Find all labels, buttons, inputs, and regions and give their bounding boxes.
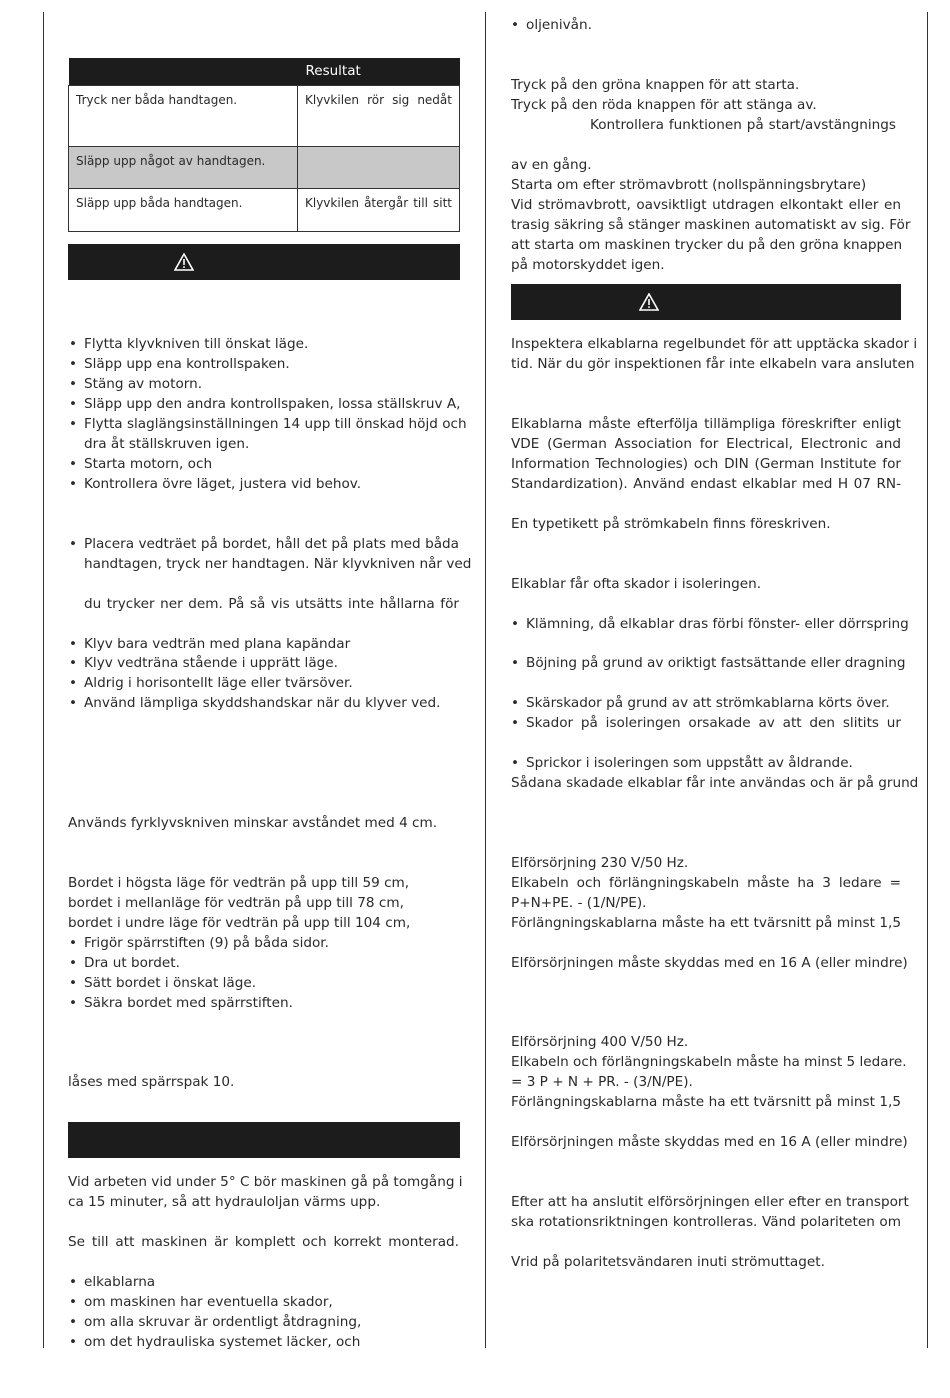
paragraph-line: VDE (German Association for Electrical, Electronic and	[511, 436, 901, 452]
table-cell-result: Klyvkilen återgår till sitt	[298, 188, 460, 231]
paragraph-line: att starta om maskinen trycker du på den gröna knappen	[511, 237, 903, 253]
paragraph-line: Tryck på den röda knappen för att stänga av.	[511, 97, 817, 113]
paragraph-line: Elförsörjningen måste skyddas med en 16 A (eller mindre)	[511, 955, 908, 971]
list-item-continuation: dra åt ställskruven igen.	[84, 436, 250, 452]
paragraph-line: tid. När du gör inspektionen får inte elkabeln vara ansluten	[511, 356, 915, 372]
paragraph-line: Vid arbeten vid under 5° C bör maskinen gå på tomgång i	[68, 1174, 463, 1190]
table-cell-action: Släpp upp båda handtagen.	[69, 188, 298, 231]
paragraph-line: Efter att ha anslutit elförsörjningen eller efter en transport	[511, 1194, 909, 1210]
paragraph-line: Förlängningskablarna måste ha ett tvärsnitt på minst 1,5	[511, 915, 901, 931]
paragraph-line: Vid strömavbrott, oavsiktligt utdragen elkontakt eller en	[511, 197, 901, 213]
paragraph-line: Används fyrklyvskniven minskar avståndet med 4 cm.	[68, 815, 438, 831]
paragraph-line: låses med spärrspak 10.	[68, 1074, 235, 1090]
paragraph-line: bordet i mellanläge för vedträn på upp till 78 cm,	[68, 895, 404, 911]
list-item: • Sprickor i isoleringen som uppstått av åldrande.	[526, 753, 853, 773]
list-item: • om maskinen har eventuella skador,	[84, 1292, 333, 1312]
paragraph-line: Se till att maskinen är komplett och korrekt monterad.	[68, 1234, 459, 1250]
paragraph-line: ca 15 minuter, så att hydrauloljan värms upp.	[68, 1194, 381, 1210]
paragraph-line: En typetikett på strömkabeln finns föreskriven.	[511, 516, 831, 532]
paragraph-line: Starta om efter strömavbrott (nollspänningsbrytare)	[511, 177, 867, 193]
list-item: • Använd lämpliga skyddshandskar när du klyver ved.	[84, 693, 440, 713]
paragraph-line: Placera vedträet på bordet, håll det på plats med båda	[84, 536, 459, 552]
paragraph-line: Standardization). Använd endast elkablar med H 07 RN-	[511, 476, 901, 492]
paragraph-line: Vrid på polaritetsvändaren inuti strömuttaget.	[511, 1254, 825, 1270]
list-item: Skador på isoleringen orsakade av att den slitits ur	[526, 715, 901, 731]
list-item: Flytta slaglängsinställningen 14 upp till önskad höjd och	[84, 416, 467, 432]
paragraph-line: Elkabeln och förlängningskabeln måste ha minst 5 ledare.	[511, 1054, 907, 1070]
list-item: • Kontrollera övre läget, justera vid behov.	[84, 474, 361, 494]
paragraph-line: Information Technologies) och DIN (German Institute for	[511, 456, 901, 472]
list-item: • Aldrig i horisontellt läge eller tvärsöver.	[84, 673, 353, 693]
list-item: • Klyv bara vedträn med plana kapändar	[84, 634, 350, 654]
paragraph-line: Bordet i högsta läge för vedträn på upp till 59 cm,	[68, 875, 410, 891]
warning-heading-bar	[511, 284, 901, 320]
paragraph-line: bordet i undre läge för vedträn på upp till 104 cm,	[68, 915, 411, 931]
list-item: • Frigör spärrstiften (9) på båda sidor.	[84, 933, 329, 953]
table-cell-action: Tryck ner båda handtagen.	[69, 85, 298, 146]
paragraph-line: P+N+PE. - (1/N/PE).	[511, 895, 647, 911]
table-cell-action: Släpp upp något av handtagen.	[69, 146, 298, 188]
list-item: • Stäng av motorn.	[84, 374, 202, 394]
paragraph-line: Förlängningskablarna måste ha ett tvärsnitt på minst 1,5	[511, 1094, 901, 1110]
list-item: • Släpp upp ena kontrollspaken.	[84, 354, 290, 374]
paragraph-line: Elkablarna måste efterfölja tillämpliga föreskrifter enligt	[511, 416, 901, 432]
table-cell-result: Klyvkilen rör sig nedåt	[298, 85, 460, 146]
list-item: • Böjning på grund av oriktigt fastsättande eller dragning	[526, 653, 906, 673]
paragraph-line: trasig säkring så stänger maskinen automatiskt av sig. För	[511, 217, 911, 233]
list-item: • om det hydrauliska systemet läcker, och	[84, 1332, 360, 1352]
paragraph-line: Inspektera elkablarna regelbundet för att upptäcka skador i	[511, 336, 918, 352]
paragraph-line: Elförsörjning 400 V/50 Hz.	[511, 1034, 689, 1050]
paragraph-line: Elkablar får ofta skador i isoleringen.	[511, 576, 762, 592]
paragraph-line: av en gång.	[511, 157, 592, 173]
paragraph-line: Sådana skadade elkablar får inte användas och är på grund	[511, 775, 919, 791]
list-item: • Säkra bordet med spärrstiften.	[84, 993, 293, 1013]
list-item: • elkablarna	[84, 1272, 155, 1292]
paragraph-line: = 3 P + N + PR. - (3/N/PE).	[511, 1074, 693, 1090]
warning-triangle-icon	[639, 293, 659, 311]
paragraph-line: ska rotationsriktningen kontrolleras. Vänd polariteten om	[511, 1214, 901, 1230]
paragraph-line: Kontrollera funktionen på start/avstängnings	[590, 117, 896, 133]
list-item: • oljenivån.	[526, 15, 592, 35]
list-item: • Starta motorn, och	[84, 454, 212, 474]
paragraph-line: Elförsörjningen måste skyddas med en 16 A (eller mindre)	[511, 1134, 908, 1150]
paragraph-line: Elförsörjning 230 V/50 Hz.	[511, 855, 689, 871]
paragraph-line: på motorskyddet igen.	[511, 257, 665, 273]
paragraph-line: handtagen, tryck ner handtagen. När klyvkniven når ved	[84, 556, 472, 572]
list-item: • Skärskador på grund av att strömkablarna körts över.	[526, 693, 890, 713]
list-item: • Flytta klyvkniven till önskat läge.	[84, 334, 308, 354]
list-item: • om alla skruvar är ordentligt åtdragning,	[84, 1312, 361, 1332]
list-item: • Klyv vedträna stående i upprätt läge.	[84, 653, 338, 673]
table-header-result: Resultat	[298, 58, 460, 85]
list-item: • Klämning, då elkablar dras förbi fönster- eller dörrspring	[526, 614, 909, 634]
paragraph-line: Tryck på den gröna knappen för att starta.	[511, 77, 800, 93]
list-item: • Dra ut bordet.	[84, 953, 180, 973]
paragraph-line: Elkabeln och förlängningskabeln måste ha 3 ledare =	[511, 875, 901, 891]
list-item: • Släpp upp den andra kontrollspaken, lossa ställskruv A,	[84, 394, 460, 414]
list-item: • Sätt bordet i önskat läge.	[84, 973, 256, 993]
paragraph-line: du trycker ner dem. På så vis utsätts inte hållarna för	[84, 596, 459, 612]
